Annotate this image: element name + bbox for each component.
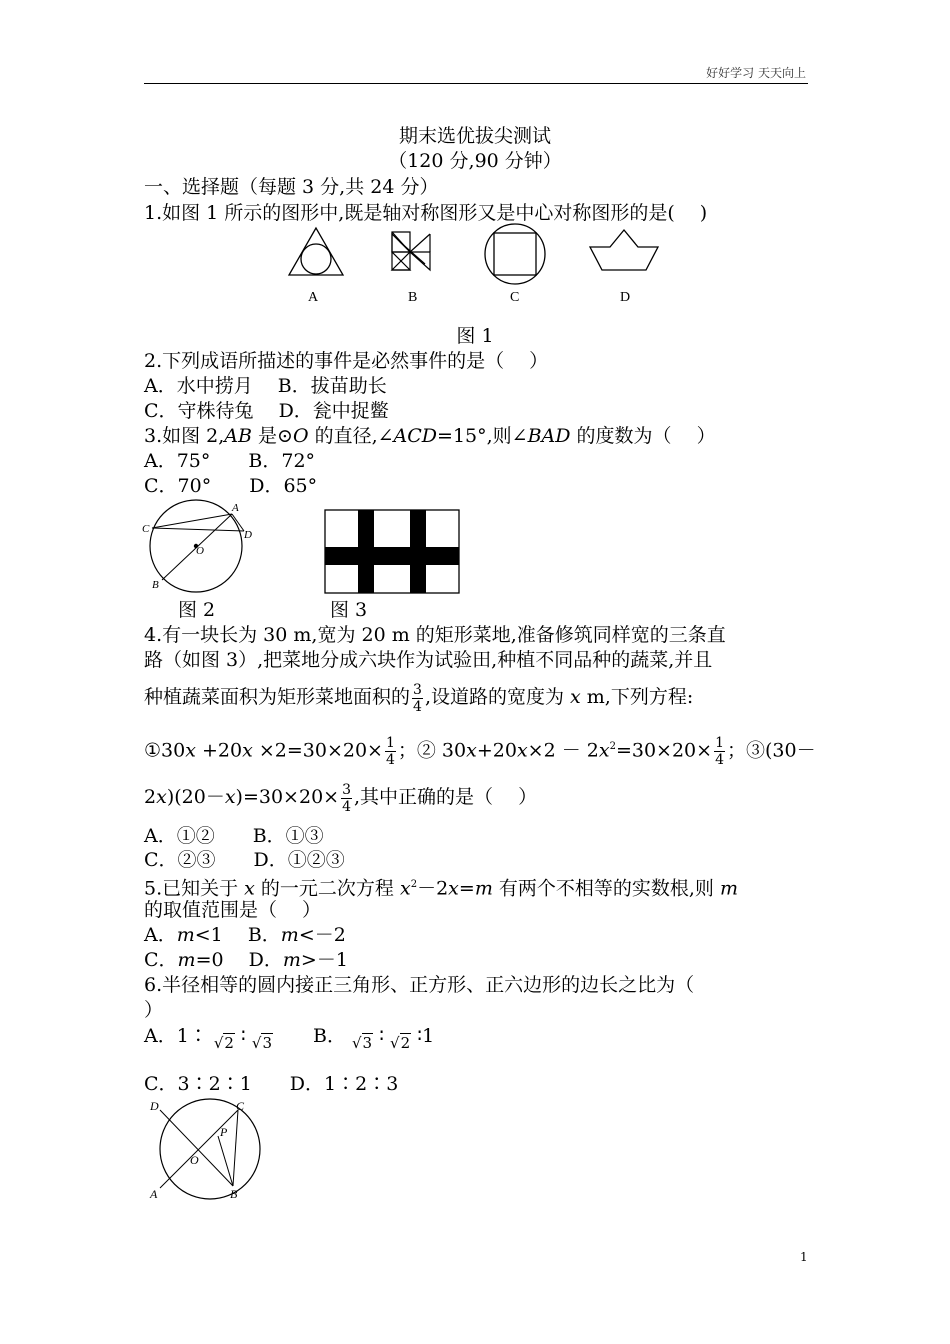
figure-2-caption: 图 2 — [178, 599, 216, 621]
question-6-options-ab: A．1∶ √2 ∶ √3 B． √3 ∶ √2 ∶1 — [144, 1024, 434, 1055]
question-4-equation-3: 2x)(20－x)=30×20× $\frac{3}{4}$ ,其中正确的是（ ） — [144, 781, 538, 815]
figure-1-label-d: D — [620, 290, 631, 305]
question-3: 3.如图 2,AB 是⊙O 的直径,∠ACD=15°,则∠BAD 的度数为（ ） — [144, 425, 716, 447]
question-4-equations: ①30x +20x ×2=30×20× $\frac{1}{4}$ ；② $30x+20x\times 2 - 2x^2=30\times 20\times$ $\frac{1}{4}$ ；③(30－ — [144, 734, 816, 768]
figure-2-circle-diagram — [140, 498, 260, 598]
sqrt-2-icon: √2 — [213, 1034, 234, 1052]
question-3-options-cd: C．70° D．65° — [144, 475, 318, 497]
shape-c-circle-square — [485, 224, 545, 284]
question-6-line-1: 6.半径相等的圆内接正三角形、正方形、正六边形的边长之比为（ — [144, 974, 695, 996]
question-4-line-2: 路（如图 3）,把菜地分成六块作为试验田,种植不同品种的蔬菜,并且 — [144, 649, 713, 671]
question-2-options-ab: A．水中捞月 B．拔苗助长 — [144, 375, 387, 397]
figure-3-caption: 图 3 — [330, 599, 368, 621]
figure-3-field-diagram — [324, 509, 461, 595]
shape-d-crown — [590, 230, 658, 270]
question-5-options-ab: A．m<1 B．m<－2 — [144, 924, 346, 946]
point-d-label: D — [150, 1099, 159, 1113]
point-o-label: O — [196, 545, 204, 557]
figure-1-label-b: B — [408, 290, 418, 305]
question-5-options-cd: C．m=0 D．m>－1 — [144, 949, 348, 971]
question-4-line-3: 种植蔬菜面积为矩形菜地面积的 $\frac{3}{4}$ ,设道路的宽度为 x m,下列方程: — [144, 681, 694, 715]
question-2: 2.下列成语所描述的事件是必然事件的是（ ） — [144, 350, 549, 372]
question-4-line-1: 4.有一块长为 30 m,宽为 20 m 的矩形菜地,准备修筑同样宽的三条直 — [144, 624, 726, 646]
point-b-label: B — [152, 579, 159, 591]
question-2-options-cd: C．守株待兔 D．瓮中捉鳖 — [144, 400, 389, 422]
point-p-label: P — [220, 1125, 228, 1139]
point-o-label: O — [190, 1153, 199, 1167]
shape-a-triangle-circle — [289, 228, 343, 275]
exam-subtitle: （120 分,90 分钟） — [388, 150, 562, 172]
exam-title: 期末选优拔尖测试 — [398, 125, 551, 147]
point-b-label: B — [230, 1187, 238, 1201]
figure-1-label-a: A — [308, 290, 319, 305]
figure-circle-pbc — [138, 1096, 288, 1202]
figure-1-caption: 图 1 — [456, 325, 494, 347]
page-number: 1 — [800, 1250, 808, 1264]
point-c-label: C — [236, 1099, 245, 1113]
point-a-label: A — [232, 502, 239, 514]
fraction-three-quarters: $\frac{3}{4}$ — [413, 681, 422, 715]
section-heading: 一、选择题（每题 3 分,共 24 分） — [144, 176, 439, 198]
question-5-line-1: 5.已知关于 x 的一元二次方程 $x^2-2x=m$ 有两个不相等的实数根,则 m — [144, 877, 738, 900]
point-a-label: A — [150, 1187, 158, 1201]
question-3-options-ab: A．75° B．72° — [144, 450, 316, 472]
question-4-options-ab: A．①② B．①③ — [144, 825, 324, 847]
question-6-line-2: ） — [144, 999, 164, 1021]
figure-1-label-c: C — [510, 290, 520, 305]
point-c-label: C — [142, 523, 150, 535]
header-rule — [144, 83, 808, 84]
question-5-line-2: 的取值范围是（ ） — [144, 899, 322, 921]
page-header: 好好学习 天天向上 — [706, 66, 806, 80]
shape-b-pinwheel — [392, 232, 430, 270]
question-1: 1.如图 1 所示的图形中,既是轴对称图形又是中心对称图形的是( ) — [144, 202, 708, 224]
question-6-options-cd: C．3∶2∶1 D．1∶2∶3 — [144, 1073, 399, 1095]
question-4-options-cd: C．②③ D．①②③ — [144, 849, 345, 871]
sqrt-3-icon: √3 — [251, 1034, 272, 1052]
point-d-label: D — [244, 529, 252, 541]
